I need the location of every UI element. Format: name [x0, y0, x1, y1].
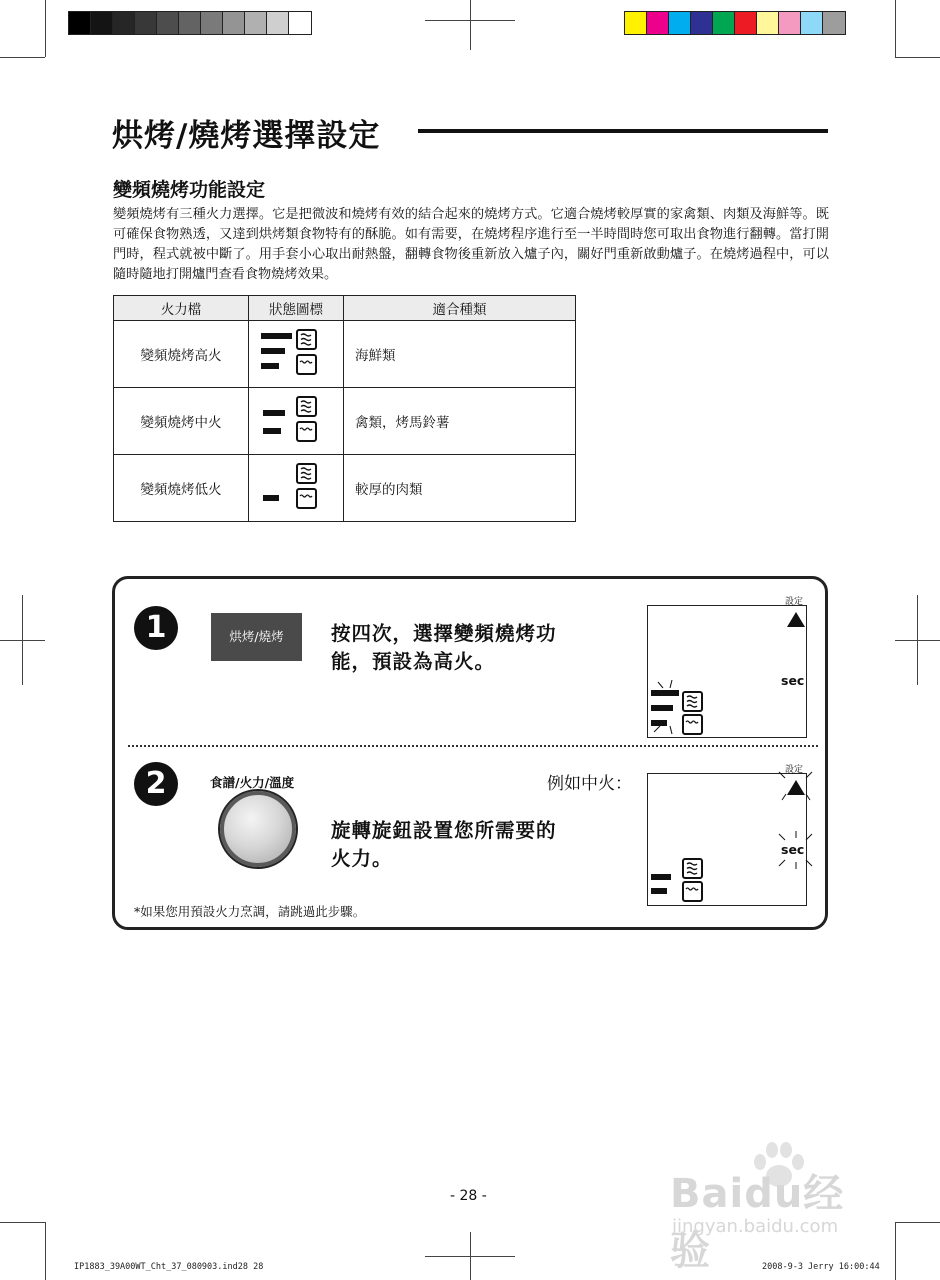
set-indicator-icon: [787, 612, 805, 627]
table-row: [114, 388, 576, 455]
step-number-1: 1: [134, 606, 178, 650]
microwave-icon: [682, 691, 703, 712]
color-swatch: [179, 12, 201, 34]
status-icon-cell: [249, 455, 344, 522]
power-bar-icon: [261, 348, 285, 354]
food-cell: 較厚的肉類: [344, 455, 576, 522]
slug-right: 2008-9-3 Jerry 16:00:44: [762, 1262, 880, 1272]
section-title: 變頻燒烤功能設定: [113, 179, 266, 201]
color-swatch: [669, 12, 691, 34]
slug-left: IP1883_39A00WT_Cht_37_080903.ind28 28: [74, 1262, 264, 1272]
color-swatch: [267, 12, 289, 34]
title-rule: [418, 129, 828, 133]
color-swatch: [157, 12, 179, 34]
color-swatch: [245, 12, 267, 34]
color-swatch: [757, 12, 779, 34]
crop-mark: [895, 1222, 940, 1223]
food-cell: 禽類，烤馬鈴薯: [344, 388, 576, 455]
page-title: 烘烤/燒烤選擇設定: [112, 118, 381, 154]
step1-instruction-line2: 能，預設為高火。: [331, 650, 496, 673]
table-header-icon: 狀態圖標: [249, 296, 344, 321]
color-swatch: [801, 12, 823, 34]
crop-mark: [45, 1222, 46, 1280]
step-number-2: 2: [134, 762, 178, 806]
grill-icon: [682, 881, 703, 902]
crop-mark: [470, 0, 471, 50]
level-cell: 變頻燒烤高火: [114, 321, 249, 388]
power-bar-icon: [263, 495, 279, 501]
watermark-logo: Baidu经验: [670, 1171, 845, 1274]
color-swatch: [823, 12, 845, 34]
grill-icon: [296, 488, 317, 509]
color-swatch: [201, 12, 223, 34]
microwave-icon: [682, 858, 703, 879]
power-bar-icon: [263, 410, 285, 416]
grill-icon: [296, 421, 317, 442]
food-cell: 海鮮類: [344, 321, 576, 388]
grill-icon: [296, 354, 317, 375]
footnote: *如果您用預設火力烹調，請跳過此步驟。: [134, 904, 366, 919]
power-bar-icon: [651, 874, 671, 880]
color-swatch: [691, 12, 713, 34]
grill-icon: [682, 714, 703, 735]
step2-display: [647, 773, 807, 906]
color-swatch: [779, 12, 801, 34]
color-swatch: [735, 12, 757, 34]
crop-mark: [0, 1222, 45, 1223]
crop-mark: [917, 595, 918, 685]
crop-mark: [22, 595, 23, 685]
watermark-url: jingyan.baidu.com: [672, 1216, 839, 1237]
table-header-food: 適合種類: [344, 296, 576, 321]
fire-level-table: [113, 295, 576, 522]
crop-mark: [425, 1256, 515, 1257]
microwave-icon: [296, 329, 317, 350]
crop-mark: [425, 20, 515, 21]
table-header-row: [114, 296, 576, 321]
step-divider: [128, 745, 818, 747]
table-header-level: 火力檔: [114, 296, 249, 321]
power-bar-icon: [261, 363, 279, 369]
page-number: - 28 -: [450, 1188, 487, 1204]
color-swatch: [647, 12, 669, 34]
example-label: 例如中火：: [547, 774, 632, 794]
status-icon-cell: [249, 321, 344, 388]
sec-label: sec: [781, 842, 805, 857]
power-bar-icon: [261, 333, 292, 339]
power-bar-icon: [263, 428, 281, 434]
power-bar-icon: [651, 720, 667, 726]
power-bar-icon: [651, 888, 667, 894]
level-cell: 變頻燒烤中火: [114, 388, 249, 455]
crop-mark: [0, 57, 45, 58]
crop-mark: [895, 1222, 896, 1280]
grill-bake-button[interactable]: 烘烤/燒烤: [211, 613, 302, 661]
intro-paragraph: 變頻燒烤有三種火力選擇。它是把微波和燒烤有效的結合起來的燒烤方式。它適合燒烤較厚實的家禽類、肉類及海鮮等。既可確保食物熟透，又達到烘烤類食物特有的酥脆。如有需要，在燒烤程序進行至一半時間時您可取出食物進行翻轉。當打開門時，程式就被中斷了。用手套小心取出耐熱盤，翻轉食物後重新放入爐子內，關好門重新啟動爐子。在燒烤過程中，可以隨時隨地打開爐門查看食物燒烤效果。: [113, 207, 829, 282]
control-knob[interactable]: [220, 791, 296, 867]
color-swatch: [713, 12, 735, 34]
grayscale-color-bar: [68, 11, 312, 35]
step2-instruction-line1: 旋轉旋鈕設置您所需要的: [331, 819, 557, 842]
color-swatch: [223, 12, 245, 34]
process-color-bar: [624, 11, 846, 35]
crop-mark: [45, 0, 46, 57]
level-cell: 變頻燒烤低火: [114, 455, 249, 522]
crop-mark: [895, 0, 896, 57]
blink-rays-icon: [776, 830, 816, 870]
power-bar-icon: [651, 690, 679, 696]
color-swatch: [625, 12, 647, 34]
table-row: [114, 321, 576, 388]
color-swatch: [113, 12, 135, 34]
step1-instruction-line1: 按四次，選擇變頻燒烤功: [331, 622, 557, 645]
step1-display: [647, 605, 807, 738]
crop-mark: [895, 57, 940, 58]
color-swatch: [69, 12, 91, 34]
set-label: 設定: [785, 597, 804, 607]
power-bar-icon: [651, 705, 673, 711]
table-row: [114, 455, 576, 522]
color-swatch: [91, 12, 113, 34]
step2-instruction-line2: 火力。: [331, 847, 393, 870]
set-label: 設定: [785, 765, 804, 775]
sec-label: sec: [781, 673, 805, 688]
microwave-icon: [296, 396, 317, 417]
microwave-icon: [296, 463, 317, 484]
color-swatch: [135, 12, 157, 34]
knob-label: 食譜/火力/溫度: [210, 775, 295, 790]
status-icon-cell: [249, 388, 344, 455]
color-swatch: [289, 12, 311, 34]
